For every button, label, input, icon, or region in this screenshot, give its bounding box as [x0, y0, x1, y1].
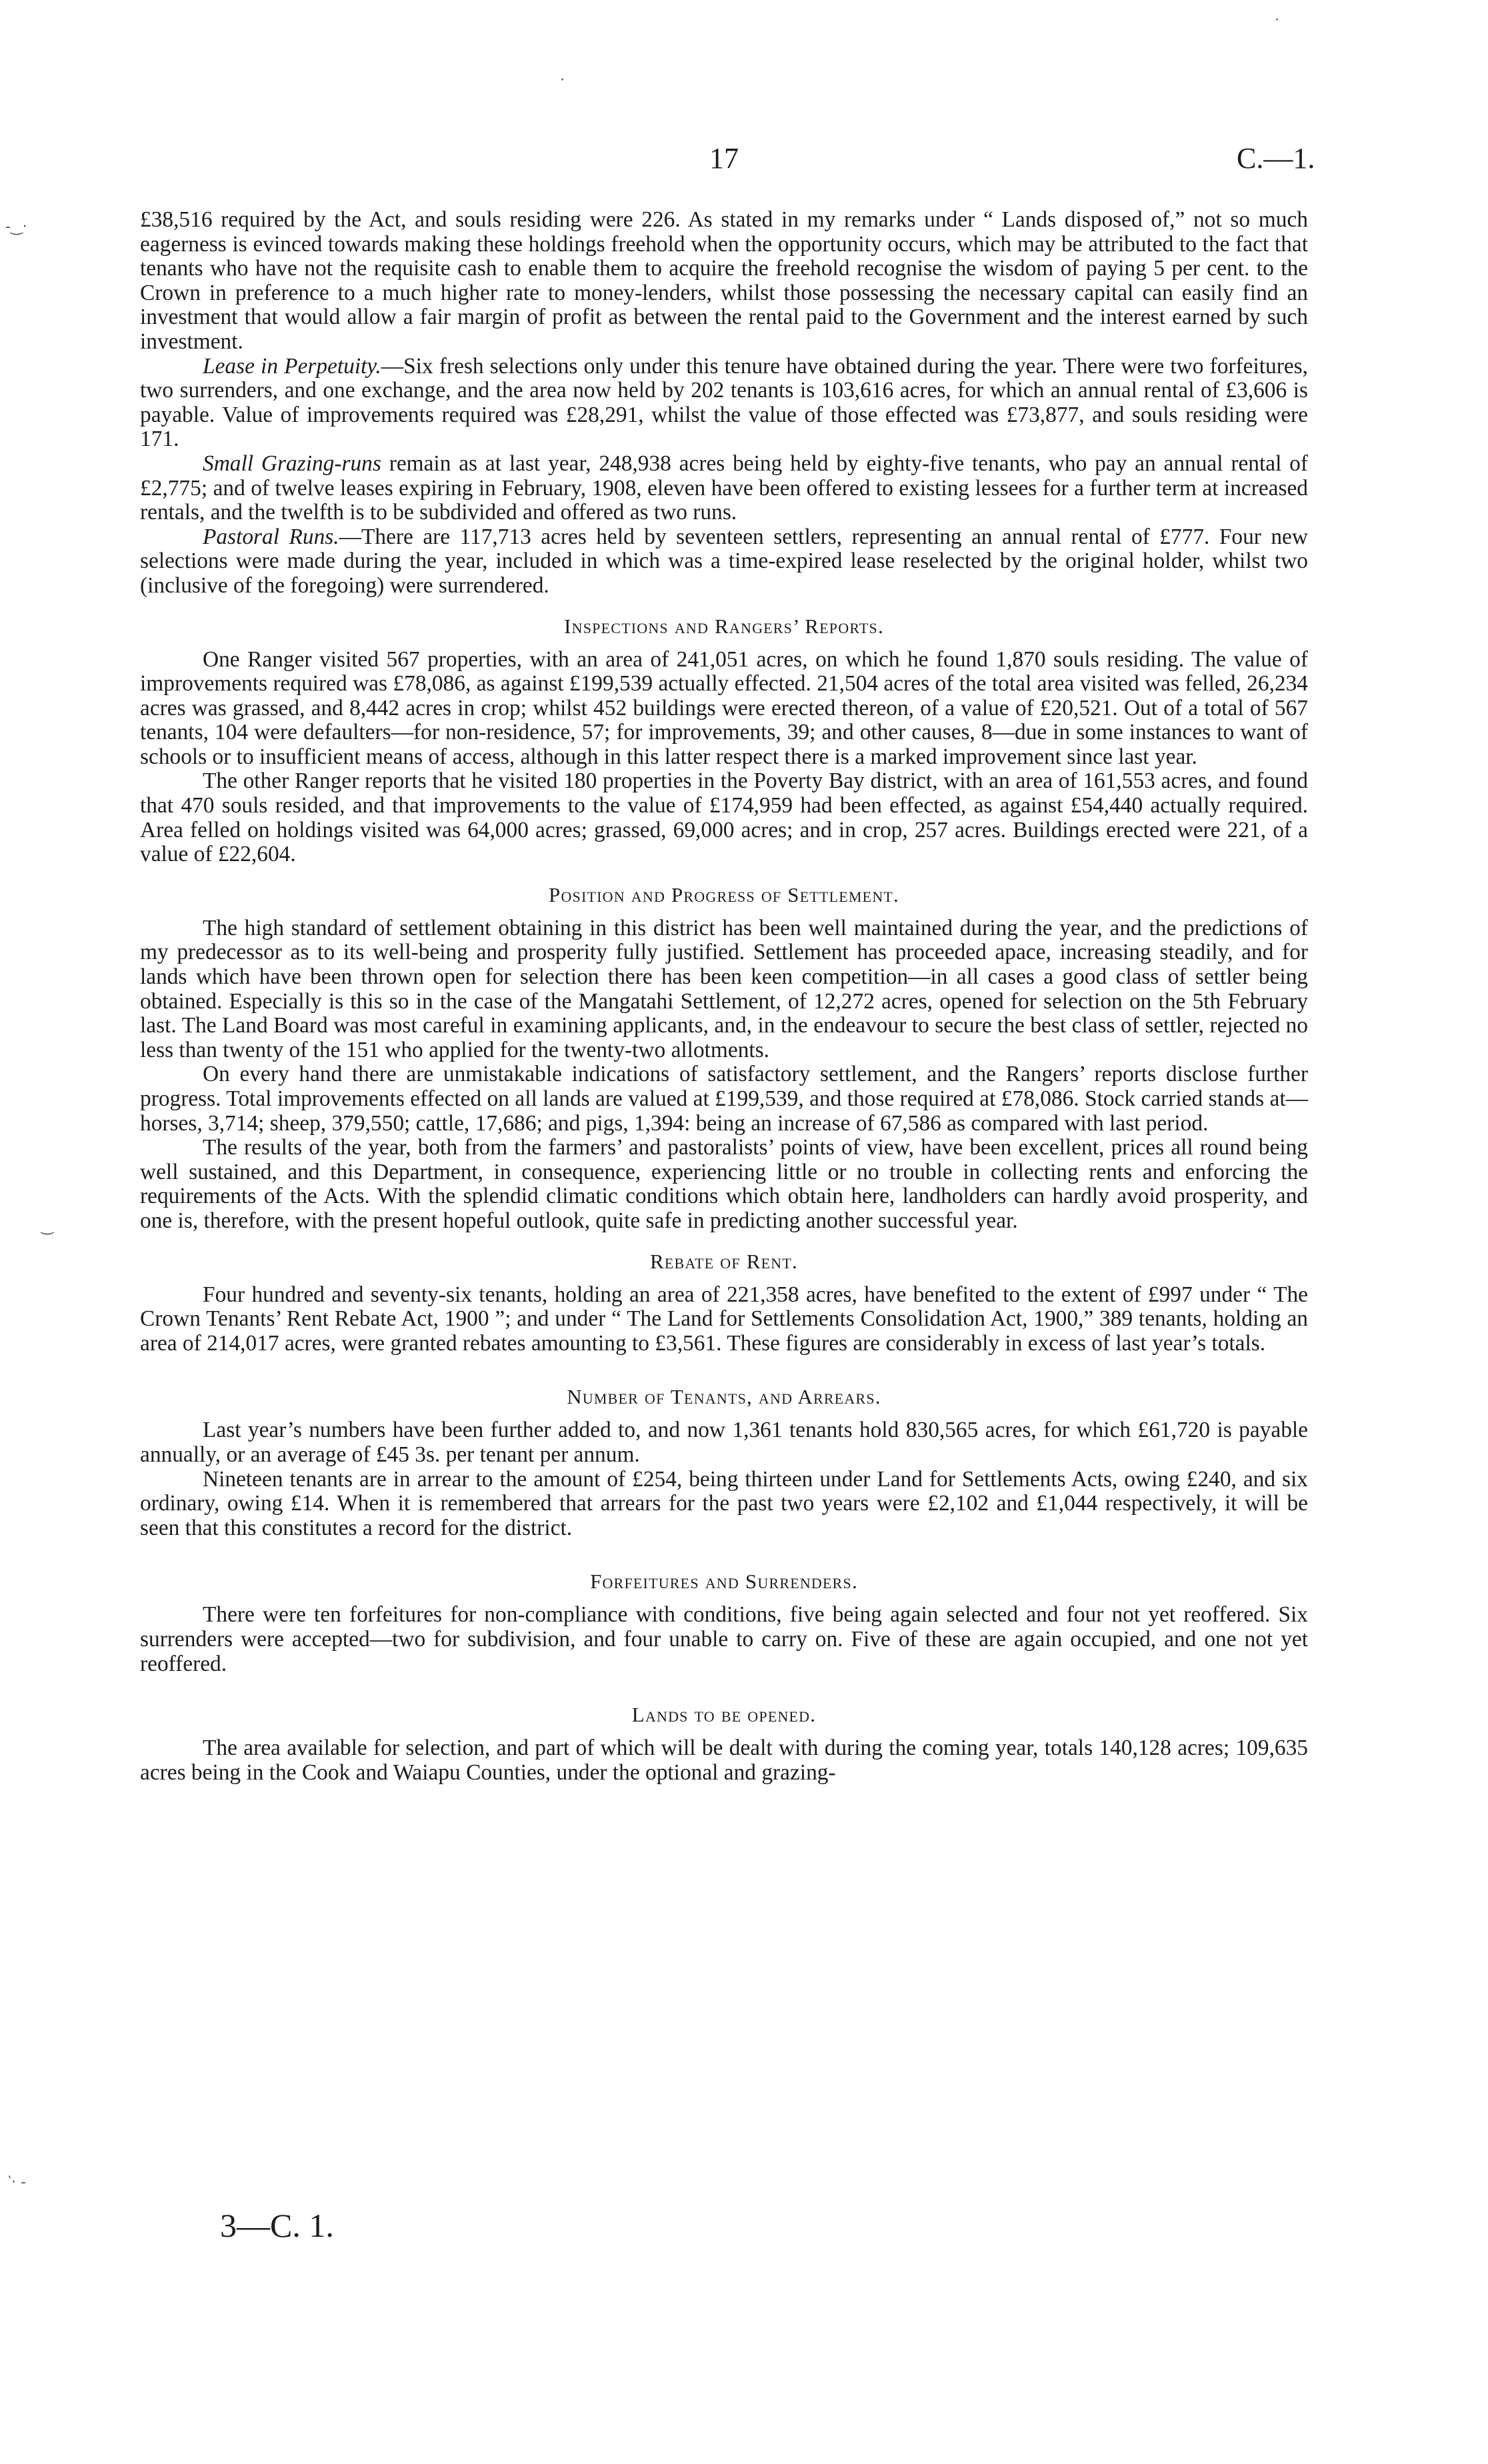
paragraph — [140, 452, 1308, 525]
section-heading: Position and Progress of Settlement. — [549, 882, 899, 906]
section-heading: Inspections and Rangers’ Reports. — [564, 614, 884, 638]
signature-mark: 3—C. 1. — [220, 2207, 334, 2244]
section-heading: Forfeitures and Surrenders. — [590, 1570, 858, 1594]
section-heading: Number of Tenants, and Arrears. — [567, 1385, 881, 1409]
section-heading: Lands to be opened. — [631, 1703, 817, 1727]
margin-mark: ‵· - — [8, 2174, 26, 2191]
document-body — [140, 208, 1308, 1785]
paragraph: There were ten forfeitures for non-compliance with conditions, five being again selected and four not yet reoffered. Six surrenders were accepted—two for subdivision, and four unable to carry on. Five of these are again occupied, and one not yet reoffered. — [140, 1602, 1308, 1676]
paragraph: The area available for selection, and part of which will be dealt with during the coming year, totals 140,128 acres; 109,635 acres being in the Cook and Waiapu Counties, under the optional and grazing- — [140, 1736, 1308, 1785]
paragraph-text: remain as at last year, 248,938 acres being held by eighty-five tenants, who pay an annual rental of £2,775; and of twelve leases expiring in February, 1908, eleven have been offered to existing lessees for a further term at increased rentals, and the twelfth is to be subdivided and offered as two runs. — [140, 451, 1308, 525]
margin-mark: ‿ — [41, 1218, 53, 1235]
paragraph: The high standard of settlement obtaining in this district has been well maintained during the year, and the predictions of my predecessor as to its well-being and prosperity fully justified. Settlement has proceeded apace, increasing steadily, and for lands which have been thrown open for selection there has been keen competition—in all cases a good class of settler being obtained. Especially is this so in the case of the Mangatahi Settlement, of 12,272 acres, opened for selection on the 5th February last. The Land Board was most careful in examining applicants, and, in the endeavour to secure the best class of settler, rejected no less than twenty of the 151 who applied for the twenty-two allotments. — [140, 915, 1308, 1062]
margin-mark: · — [1275, 12, 1279, 29]
document-code: C.—1. — [1237, 142, 1315, 175]
paragraph: Last year’s numbers have been further added to, and now 1,361 tenants hold 830,565 acres, for which £61,720 is payable annually, or an average of £45 3s. per tenant per annum. — [140, 1418, 1308, 1467]
paragraph: On every hand there are unmistakable indications of satisfactory settlement, and the Rangers’ reports disclose further progress. Total improvements effected on all lands are valued at £199,539, and those required at £78,086. Stock carried stands at—horses, 3,714; sheep, 379,550; cattle, 17,686; and pigs, 1,394: being an increase of 67,586 as compared with last period. — [140, 1062, 1308, 1136]
paragraph-lead: Lease in Perpetuity. — [203, 353, 381, 379]
paragraph — [140, 355, 1308, 452]
paragraph: One Ranger visited 567 properties, with an area of 241,051 acres, on which he found 1,870 souls residing. The value of improvements required was £78,086, as against £199,539 actually effected. 21,504 acres of the total area visited was felled, 26,234 acres was grassed, and 8,442 acres in crop; whilst 452 buildings were erected thereon, of a value of £20,521. Out of a total of 567 tenants, 104 were defaulters—for non-residence, 57; for improvements, 39; and other causes, 8—due in some instances to want of schools or to insufficient means of access, although in this latter respect there is a marked improvement since last year. — [140, 646, 1308, 769]
paragraph-lead: Pastoral Runs. — [203, 524, 339, 549]
paragraph-lead: Small Grazing-runs — [203, 451, 381, 476]
paragraph: £38,516 required by the Act, and souls residing were 226. As stated in my remarks under “ Lands disposed of,” not so much eagerness is evinced towards making these holdings freehold when the opportunity occurs, which may be attributed to the fact that tenants who have not the requisite cash to enable them to acquire the freehold recognise the wisdom of paying 5 per cent. to the Crown in preference to a much higher rate to money-lenders, whilst those possessing the necessary capital can easily find an investment that would allow a fair margin of profit as between the rental paid to the Government and the interest earned by such investment. — [140, 207, 1308, 354]
section-heading: Rebate of Rent. — [650, 1249, 798, 1273]
paragraph: Four hundred and seventy-six tenants, holding an area of 221,358 acres, have benefited to the extent of £997 under “ The Crown Tenants’ Rent Rebate Act, 1900 ”; and under “ The Land for Settlements Consolidation Act, 1900,” 389 tenants, holding an area of 214,017 acres, were granted rebates amounting to £3,561. These figures are considerably in excess of last year’s totals. — [140, 1282, 1308, 1356]
paragraph: Nineteen tenants are in arrear to the amount of £254, being thirteen under Land for Settlements Acts, owing £240, and six ordinary, owing £14. When it is remembered that arrears for the past two years were £2,102 and £1,044 respectively, it will be seen that this constitutes a record for the district. — [140, 1466, 1308, 1540]
paragraph: The other Ranger reports that he visited 180 properties in the Poverty Bay district, with an area of 161,553 acres, and found that 470 souls resided, and that improvements to the value of £174,959 had been effected, as against £54,440 actually required. Area felled on holdings visited was 64,000 acres; grassed, 69,000 acres; and in crop, 257 acres. Buildings erected were 221, of a value of £22,604. — [140, 768, 1308, 867]
paragraph-text: —There are 117,713 acres held by seventeen settlers, representing an annual rental of £777. Four new selections were made during the year, included in which was a time-expired lease reselected by the original holder, whilst two (inclusive of the foregoing) were surrendered. — [140, 524, 1308, 598]
paragraph: The results of the year, both from the farmers’ and pastoralists’ points of view, have been excellent, prices all round being well sustained, and this Department, in consequence, experiencing little or no trouble in collecting rents and enforcing the requirements of the Acts. With the splendid climatic conditions which obtain here, landholders can hardly avoid prosperity, and one is, therefore, with the present hopeful outlook, quite safe in predicting another successful year. — [140, 1135, 1308, 1233]
paragraph-text: —Six fresh selections only under this tenure have obtained during the year. There were two forfeitures, two surrenders, and one exchange, and the area now held by 202 tenants is 103,616 acres, for which an annual rental of £3,606 is payable. Value of improvements required was £28,291, whilst the value of those effected was £73,877, and souls residing were 171. — [140, 353, 1308, 452]
page-number: 17 — [709, 142, 739, 175]
paragraph — [140, 525, 1308, 599]
margin-mark: · — [560, 72, 565, 89]
margin-mark: -‿· — [5, 219, 27, 235]
